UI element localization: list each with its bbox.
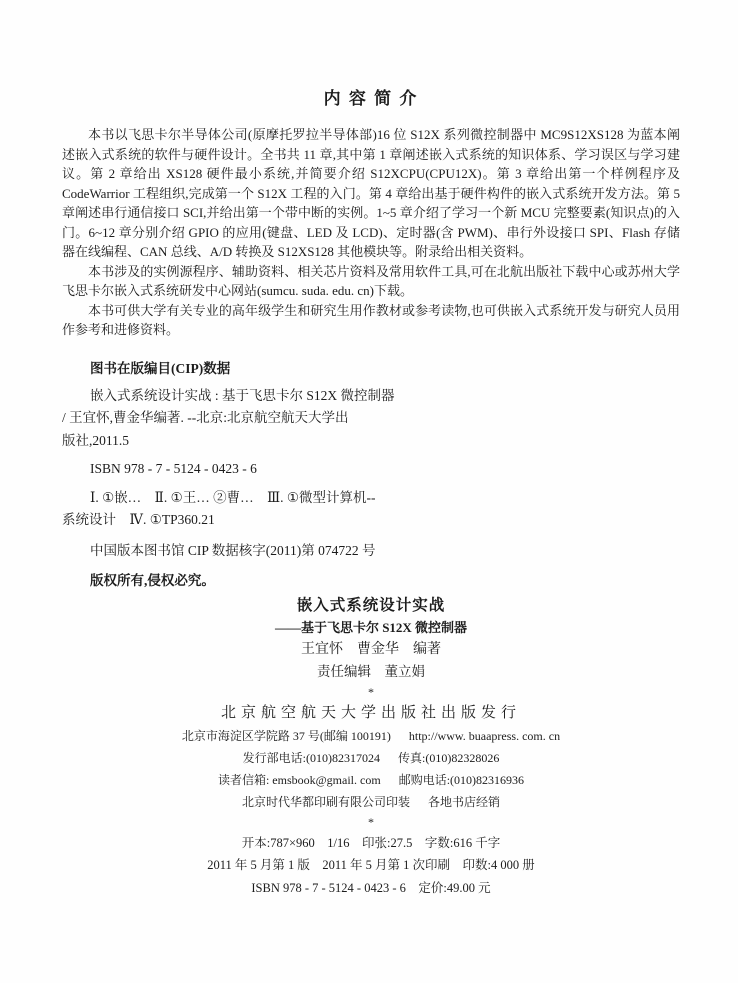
cip-registry-line: 中国版本图书馆 CIP 数据核字(2011)第 074722 号	[90, 542, 376, 558]
phone-fax-line	[62, 747, 680, 769]
intro-paragraph-3: 本书可供大学有关专业的高年级学生和研究生用作教材或参考读物,也可供嵌入式系统开发与研究人员用作参考和进修资料。	[62, 302, 680, 337]
colophon-block	[62, 595, 680, 900]
book-title: 嵌入式系统设计实战	[296, 596, 446, 614]
intro-paragraph-2: 本书涉及的实例源程序、辅助资料、相关芯片资料及常用软件工具,可在北航出版社下载中心或苏州大学飞思卡尔嵌入式系统研发中心网站(sumcu. suda. edu. cn)下载。	[62, 263, 680, 298]
intro-paragraph-1: 本书以飞思卡尔半导体公司(原摩托罗拉半导体部)16 位 S12X 系列微控制器中 MC9S12XS128 为蓝本阐述嵌入式系统的软件与硬件设计。全书共 11 章,其中第 1 章阐述嵌入式系统的知识体系、学习误区与学习建议。第 2 章给出 XS128 硬件最小系统,并简要介绍 S12XCPU(CPU12X)。第 3 章给出第一个样例程序及 CodeWarrior 工程组织,完成第一个 S12X 工程的入门。第 4 章给出基于硬件构件的嵌入式系统开发方法。第 5 章阐述串行通信接口 SCI,并给出第一个带中断的实例。1~5 章介绍了学习一个新 MCU 完整要素(知识点)的入门。6~12 章分别介绍 GPIO 的应用(键盘、LED 及 LCD)、定时器(含 PWM)、串行外设接口 SPI、Flash 存储器在线编程、CAN 总线、A/D 转换及 S12XS128 其他模块等。附录给出相关资料。	[62, 127, 680, 259]
cip-author-line: / 王宜怀,曹金华编著. --北京:北京航空航天大学出	[62, 410, 349, 425]
sales-phone: 发行部电话:(010)82317024	[242, 750, 380, 765]
email-mailorder-line	[62, 769, 680, 791]
divider-star-2: *	[368, 814, 374, 829]
isbn-price-line: ISBN 978 - 7 - 5124 - 0423 - 6 定价:49.00 元	[251, 880, 491, 895]
distributor-note: 各地书店经销	[428, 794, 501, 809]
printer-distributor-line	[62, 791, 680, 813]
cip-heading: 图书在版编目(CIP)数据	[90, 360, 231, 376]
editor-line: 责任编辑 董立娟	[317, 663, 425, 679]
cip-classification-line-1: Ⅰ. ①嵌… Ⅱ. ①王… ②曹… Ⅲ. ①微型计算机--	[90, 489, 376, 505]
publisher-line: 北京航空航天大学出版社出版发行	[220, 704, 521, 721]
format-line: 开本:787×960 1/16 印张:27.5 字数:616 千字	[241, 835, 501, 850]
cip-publisher-line: 版社,2011.5	[62, 432, 129, 448]
copyright-notice: 版权所有,侵权必究。	[90, 573, 215, 588]
printer-name: 北京时代华都印刷有限公司印装	[241, 794, 410, 809]
divider-star-1: *	[368, 684, 374, 699]
address-website-line	[62, 725, 680, 747]
content-summary-title: 内 容 简 介	[323, 89, 419, 108]
cip-block	[62, 357, 680, 593]
mail-order-phone: 邮购电话:(010)82316936	[398, 772, 525, 787]
reader-email: 读者信箱: emsbook@gmail. com	[217, 772, 381, 787]
cip-classification-line-2: 系统设计 Ⅳ. ①TP360.21	[62, 512, 215, 527]
authors-line: 王宜怀 曹金华 编著	[301, 641, 441, 657]
publisher-website: http://www. buaapress. com. cn	[408, 728, 561, 743]
cip-isbn-line: ISBN 978 - 7 - 5124 - 0423 - 6	[90, 461, 257, 476]
book-subtitle: ——基于飞思卡尔 S12X 微控制器	[274, 619, 468, 635]
cip-title-line: 嵌入式系统设计实战 : 基于飞思卡尔 S12X 微控制器	[90, 387, 395, 403]
publisher-address: 北京市海淀区学院路 37 号(邮编 100191)	[181, 728, 391, 743]
fax-number: 传真:(010)82328026	[398, 750, 500, 765]
print-run-line: 2011 年 5 月第 1 版 2011 年 5 月第 1 次印刷 印数:4 000 册	[207, 858, 535, 872]
